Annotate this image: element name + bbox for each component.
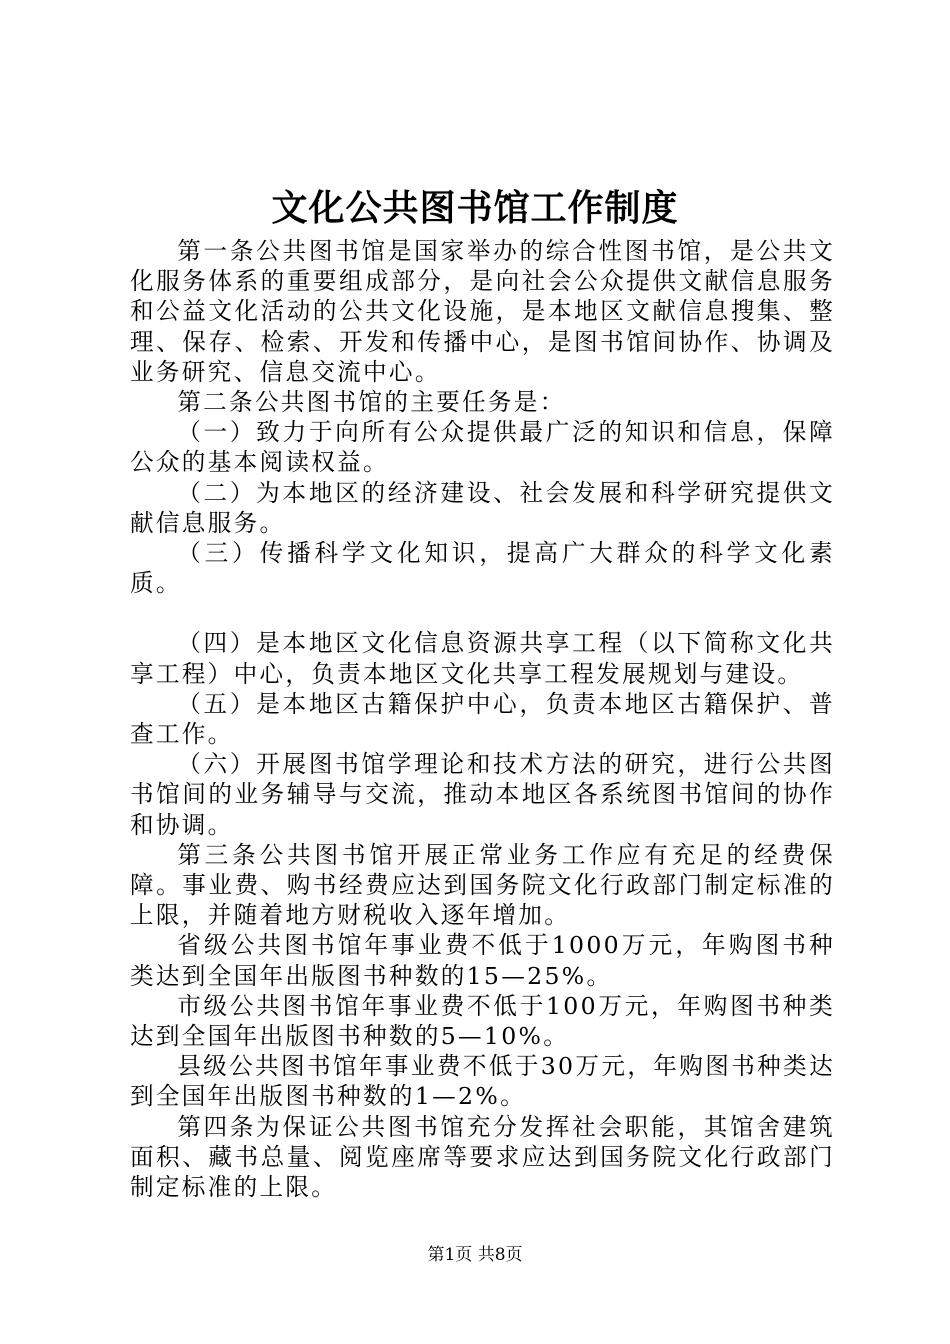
paragraph-article-2: 第二条公共图书馆的主要任务是： (177, 388, 566, 417)
paragraph-municipal-funding: 市级公共图书馆年事业费不低于100万元，年购图书种类达到全国年出版图书种数的5—10%。 (130, 991, 835, 1051)
paragraph-item-3: （三）传播科学文化知识，提高广大群众的科学文化素质。 (130, 539, 835, 598)
paragraph-item-1: （一）致力于向所有公众提供最广泛的知识和信息，保障公众的基本阅读权益。 (130, 418, 835, 477)
paragraph-article-3: 第三条公共图书馆开展正常业务工作应有充足的经费保障。事业费、购书经费应达到国务院文化行政部门制定标准的上限，并随着地方财税收入逐年增加。 (130, 840, 835, 930)
paragraph-provincial-funding: 省级公共图书馆年事业费不低于1000万元，年购图书种类达到全国年出版图书种数的15—25%。 (130, 931, 835, 990)
paragraph-item-2: （二）为本地区的经济建设、社会发展和科学研究提供文献信息服务。 (130, 478, 835, 537)
page-footer: 第1页 共8页 (427, 1245, 523, 1265)
paragraph-item-5: （五）是本地区古籍保护中心，负责本地区古籍保护、普查工作。 (130, 689, 835, 749)
paragraph-item-6: （六）开展图书馆学理论和技术方法的研究，进行公共图书馆间的业务辅导与交流，推动本地区各系统图书馆间的协作和协调。 (130, 750, 835, 839)
paragraph-county-funding: 县级公共图书馆年事业费不低于30万元，年购图书种类达到全国年出版图书种数的1—2%。 (130, 1052, 835, 1111)
paragraph-item-4: （四）是本地区文化信息资源共享工程（以下简称文化共享工程）中心，负责本地区文化共享工程发展规划与建设。 (130, 629, 835, 688)
document-body (130, 236, 835, 1202)
paragraph-article-4: 第四条为保证公共图书馆充分发挥社会职能，其馆舍建筑面积、藏书总量、阅览座席等要求应达到国务院文化行政部门制定标准的上限。 (130, 1112, 835, 1202)
paragraph-article-1: 第一条公共图书馆是国家举办的综合性图书馆，是公共文化服务体系的重要组成部分，是向社会公众提供文献信息服务和公益文化活动的公共文化设施，是本地区文献信息搜集、整理、保存、检索、开发和传播中心，是图书馆间协作、协调及业务研究、信息交流中心。 (130, 237, 835, 386)
document-title: 文化公共图书馆工作制度 (271, 187, 679, 229)
